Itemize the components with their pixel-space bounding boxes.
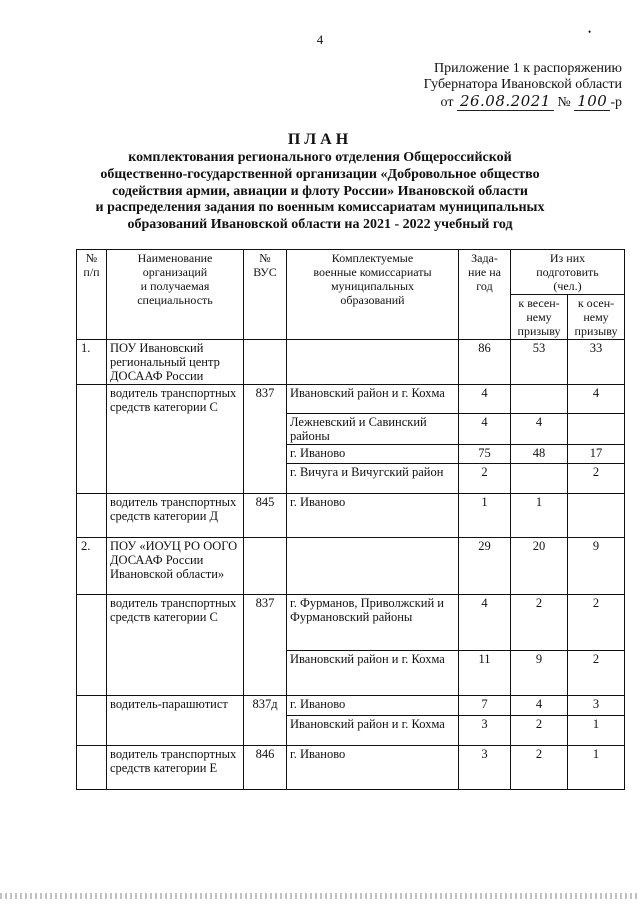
specialty-name: водитель транспортных средств категории С xyxy=(107,595,244,696)
appendix-line-1: Приложение 1 к распоряжению xyxy=(434,61,622,76)
spring-cell: 2 xyxy=(511,595,568,651)
spring-cell: 4 xyxy=(511,696,568,716)
table-row xyxy=(77,538,625,595)
autumn-cell: 3 xyxy=(568,696,625,716)
date-prefix: от xyxy=(440,95,454,110)
commissariat-cell: Ивановский район и г. Кохма xyxy=(287,385,459,414)
commissariat-cell: г. Иваново xyxy=(287,746,459,790)
table-row xyxy=(77,595,625,651)
vus-code: 837д xyxy=(244,696,287,746)
spring-cell: 1 xyxy=(511,494,568,538)
vus-code: 846 xyxy=(244,746,287,790)
task-cell: 2 xyxy=(459,464,511,494)
table-row xyxy=(77,385,625,414)
handwritten-date: 26.08.2021 xyxy=(457,92,554,111)
corner-mark: • xyxy=(588,27,592,37)
autumn-cell xyxy=(568,494,625,538)
header-task: Зада- ние на год xyxy=(459,250,511,340)
table-row xyxy=(77,746,625,790)
commissariat-cell: г. Иваново xyxy=(287,445,459,464)
commissariat-cell: г. Фурманов, Приволжский и Фурмановский районы xyxy=(287,595,459,651)
task-cell: 7 xyxy=(459,696,511,716)
commissariat-cell: г. Вичуга и Вичугский район xyxy=(287,464,459,494)
header-num: № п/п xyxy=(77,250,107,340)
task-cell: 3 xyxy=(459,716,511,746)
autumn-cell: 4 xyxy=(568,385,625,414)
spring-cell: 48 xyxy=(511,445,568,464)
spring-cell xyxy=(511,385,568,414)
specialty-name: водитель транспортных средств категории Д xyxy=(107,494,244,538)
commissariat-cell: г. Иваново xyxy=(287,696,459,716)
org-number: 1. xyxy=(77,340,107,385)
org-name: ПОУ «ИОУЦ РО ООГО ДОСААФ России Ивановской области» xyxy=(107,538,244,595)
spring-cell: 9 xyxy=(511,651,568,696)
subtitle-line: образований Ивановской области на 2021 - 2022 учебный год xyxy=(127,217,513,233)
autumn-cell: 9 xyxy=(568,538,625,595)
specialty-name: водитель транспортных средств категории С xyxy=(107,385,244,494)
commissariat-cell: Ивановский район и г. Кохма xyxy=(287,716,459,746)
autumn-cell: 2 xyxy=(568,651,625,696)
autumn-cell: 2 xyxy=(568,595,625,651)
commissariat-cell: г. Иваново xyxy=(287,494,459,538)
plan-table xyxy=(76,249,625,790)
subtitle-line: комплектования регионального отделения Общероссийской xyxy=(128,150,512,165)
table-row xyxy=(77,340,625,385)
appendix-line-2: Губернатора Ивановской области xyxy=(423,77,622,92)
autumn-cell xyxy=(568,414,625,445)
task-cell: 75 xyxy=(459,445,511,464)
vus-code: 837 xyxy=(244,385,287,494)
vus-code: 837 xyxy=(244,595,287,696)
autumn-cell: 33 xyxy=(568,340,625,385)
task-cell: 1 xyxy=(459,494,511,538)
task-cell: 4 xyxy=(459,595,511,651)
header-name: Наименование организаций и получаемая специальность xyxy=(107,250,244,340)
number-prefix: № xyxy=(557,95,571,110)
task-cell: 86 xyxy=(459,340,511,385)
header-prepare: Из них подготовить (чел.) xyxy=(511,250,625,295)
autumn-cell: 17 xyxy=(568,445,625,464)
task-cell: 3 xyxy=(459,746,511,790)
header-commissariats: Комплектуемые военные комиссариаты муниципальных образований xyxy=(287,250,459,340)
task-cell: 11 xyxy=(459,651,511,696)
appendix-line-3 xyxy=(362,93,622,111)
header-autumn: к осен- нему призыву xyxy=(568,295,625,340)
document-title: ПЛАН xyxy=(287,131,353,148)
specialty-name: водитель транспортных средств категории Е xyxy=(107,746,244,790)
autumn-cell: 1 xyxy=(568,746,625,790)
task-cell: 29 xyxy=(459,538,511,595)
commissariat-cell: Ивановский район и г. Кохма xyxy=(287,651,459,696)
spring-cell: 2 xyxy=(511,716,568,746)
autumn-cell: 1 xyxy=(568,716,625,746)
appendix-header xyxy=(362,61,622,111)
page-number: 4 xyxy=(316,32,324,47)
scan-edge-mark xyxy=(0,893,640,899)
table-row xyxy=(77,494,625,538)
org-name: ПОУ Ивановский региональный центр ДОСААФ России xyxy=(107,340,244,385)
spring-cell: 2 xyxy=(511,746,568,790)
spring-cell: 53 xyxy=(511,340,568,385)
header-vus: № ВУС xyxy=(244,250,287,340)
header-spring: к весен- нему призыву xyxy=(511,295,568,340)
spring-cell xyxy=(511,464,568,494)
org-number: 2. xyxy=(77,538,107,595)
subtitle-line: содействия армии, авиации и флоту России» Ивановской области xyxy=(112,183,528,199)
document-subtitle xyxy=(30,150,610,234)
subtitle-line: и распределения задания по военным комиссариатам муниципальных xyxy=(95,200,545,216)
spring-cell: 20 xyxy=(511,538,568,595)
handwritten-number: 100 xyxy=(574,92,610,111)
commissariat-cell: Лежневский и Савинский районы xyxy=(287,414,459,445)
task-cell: 4 xyxy=(459,385,511,414)
autumn-cell: 2 xyxy=(568,464,625,494)
spring-cell: 4 xyxy=(511,414,568,445)
subtitle-line: общественно-государственной организации «Добровольное общество xyxy=(100,166,540,182)
table-row xyxy=(77,696,625,716)
task-cell: 4 xyxy=(459,414,511,445)
number-suffix: -р xyxy=(610,95,622,110)
vus-code: 845 xyxy=(244,494,287,538)
specialty-name: водитель-парашютист xyxy=(107,696,244,746)
